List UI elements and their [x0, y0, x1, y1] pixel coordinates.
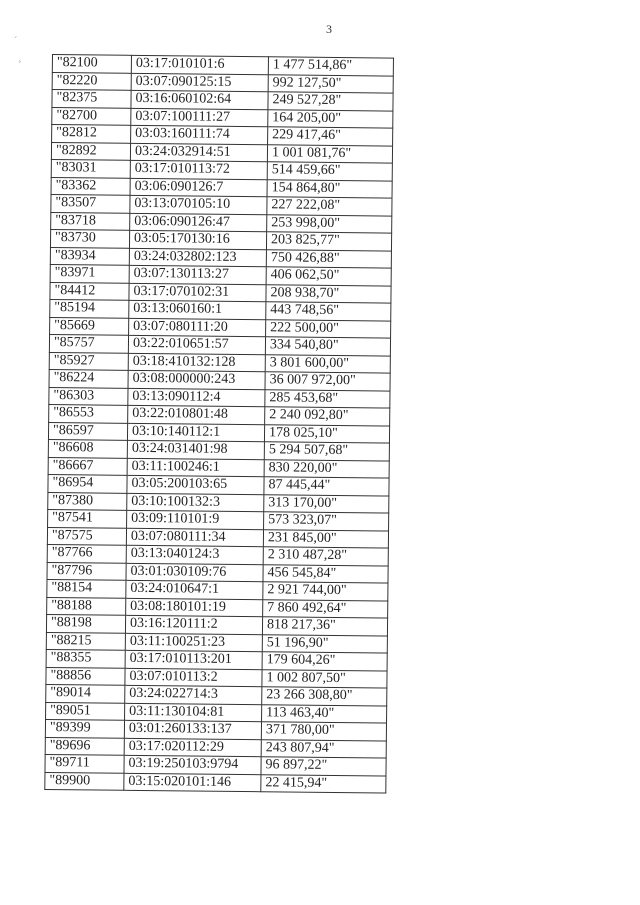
- cadastral-number-cell: 03:11:130104:81: [125, 703, 262, 722]
- record-number-cell: "88154: [47, 579, 126, 597]
- record-number-cell: "89696: [45, 737, 124, 755]
- cadastral-number-cell: 03:11:100246:1: [127, 458, 264, 477]
- value-cell: 178 025,10": [264, 424, 389, 443]
- cadastral-number-cell: 03:06:090126:47: [130, 213, 267, 232]
- record-number-cell: "83934: [50, 247, 129, 265]
- table-row: [45, 772, 386, 793]
- value-cell: 243 807,94": [261, 739, 386, 758]
- record-number-cell: "86667: [48, 457, 127, 475]
- cadastral-number-cell: 03:07:010113:2: [125, 668, 262, 687]
- value-cell: 830 220,00": [264, 459, 389, 478]
- cadastral-number-cell: 03:15:020101:146: [124, 773, 261, 792]
- cadastral-number-cell: 03:07:080111:34: [126, 528, 263, 547]
- value-cell: 51 196,90": [262, 634, 387, 653]
- value-cell: 253 998,00": [267, 214, 392, 233]
- record-number-cell: "88215: [46, 632, 125, 650]
- record-number-cell: "85757: [49, 334, 128, 352]
- record-number-cell: "87541: [48, 509, 127, 527]
- record-number-cell: "83730: [50, 229, 129, 247]
- value-cell: 514 459,66": [267, 162, 392, 181]
- record-number-cell: "82375: [52, 90, 131, 108]
- cadastral-number-cell: 03:01:260133:137: [124, 720, 261, 739]
- record-number-cell: "89711: [45, 754, 124, 772]
- cadastral-number-cell: 03:22:010651:57: [128, 335, 265, 354]
- value-cell: 249 527,28": [268, 92, 393, 111]
- cadastral-number-cell: 03:08:000000:243: [128, 370, 265, 389]
- cadastral-number-cell: 03:24:032802:123: [129, 248, 266, 267]
- cadastral-number-cell: 03:06:090126:7: [130, 178, 267, 197]
- value-cell: 23 266 308,80": [262, 687, 387, 706]
- record-number-cell: "83507: [51, 194, 130, 212]
- record-number-cell: "87380: [48, 492, 127, 510]
- cadastral-number-cell: 03:17:070102:31: [129, 283, 266, 302]
- page-number: 3: [326, 22, 332, 36]
- value-cell: 443 748,56": [266, 302, 391, 321]
- cadastral-number-cell: 03:01:030109:76: [126, 563, 263, 582]
- record-number-cell: "85669: [50, 317, 129, 335]
- record-number-cell: "86597: [48, 422, 127, 440]
- record-number-cell: "88856: [46, 667, 125, 685]
- value-cell: 203 825,77": [266, 232, 391, 251]
- value-cell: 2 921 744,00": [263, 582, 388, 601]
- record-number-cell: "88198: [46, 614, 125, 632]
- record-number-cell: "83362: [51, 177, 130, 195]
- cadastral-number-cell: 03:17:020112:29: [124, 738, 261, 757]
- cadastral-number-cell: 03:10:100132:3: [127, 493, 264, 512]
- value-cell: 456 545,84": [263, 564, 388, 583]
- cadastral-number-cell: 03:17:010101:6: [131, 55, 268, 74]
- cadastral-number-cell: 03:24:022714:3: [125, 685, 262, 704]
- record-number-cell: "82892: [51, 142, 130, 160]
- cadastral-number-cell: 03:11:100251:23: [125, 633, 262, 652]
- record-number-cell: "87766: [47, 544, 126, 562]
- value-cell: 5 294 507,68": [264, 442, 389, 461]
- record-number-cell: "85194: [50, 299, 129, 317]
- cadastral-number-cell: 03:05:200103:65: [127, 475, 264, 494]
- cadastral-number-cell: 03:09:110101:9: [127, 510, 264, 529]
- value-cell: 154 864,80": [267, 179, 392, 198]
- value-cell: 750 426,88": [266, 249, 391, 268]
- cadastral-number-cell: 03:19:250103:9794: [124, 755, 261, 774]
- cadastral-number-cell: 03:13:070105:10: [130, 195, 267, 214]
- cadastral-number-cell: 03:13:090112:4: [128, 388, 265, 407]
- cadastral-number-cell: 03:05:170130:16: [129, 230, 266, 249]
- cadastral-number-cell: 03:24:010647:1: [126, 580, 263, 599]
- value-cell: 96 897,22": [261, 757, 386, 776]
- cadastral-number-cell: 03:07:090125:15: [131, 73, 268, 92]
- value-cell: 285 453,68": [265, 389, 390, 408]
- cadastral-number-cell: 03:17:010113:201: [125, 650, 262, 669]
- value-cell: 313 170,00": [264, 494, 389, 513]
- cadastral-number-cell: 03:07:080111:20: [129, 318, 266, 337]
- record-number-cell: "85927: [49, 352, 128, 370]
- cadastral-number-cell: 03:13:060160:1: [129, 300, 266, 319]
- cadastral-number-cell: 03:07:100111:27: [131, 108, 268, 127]
- record-number-cell: "88355: [46, 649, 125, 667]
- scan-mark: ´: [14, 36, 18, 47]
- record-number-cell: "89900: [45, 772, 124, 790]
- value-cell: 22 415,94": [261, 774, 386, 793]
- value-cell: 992 127,50": [268, 74, 393, 93]
- record-number-cell: "82100: [52, 55, 131, 73]
- value-cell: 573 323,07": [264, 512, 389, 531]
- value-cell: 371 780,00": [261, 722, 386, 741]
- record-number-cell: "88188: [47, 597, 126, 615]
- cadastral-number-cell: 03:16:060102:64: [131, 90, 268, 109]
- cadastral-number-cell: 03:17:010113:72: [130, 160, 267, 179]
- cadastral-number-cell: 03:16:120111:2: [125, 615, 262, 634]
- value-cell: 164 205,00": [268, 109, 393, 128]
- value-cell: 87 445,44": [264, 477, 389, 496]
- value-cell: 334 540,80": [265, 337, 390, 356]
- value-cell: 222 500,00": [266, 319, 391, 338]
- value-cell: 113 463,40": [262, 704, 387, 723]
- record-number-cell: "87796: [47, 562, 126, 580]
- registry-table: [44, 54, 394, 794]
- record-number-cell: "82220: [52, 72, 131, 90]
- value-cell: 208 938,70": [266, 284, 391, 303]
- cadastral-number-cell: 03:03:160111:74: [131, 125, 268, 144]
- record-number-cell: "86553: [49, 404, 128, 422]
- record-number-cell: "89051: [46, 702, 125, 720]
- cadastral-number-cell: 03:18:410132:128: [128, 353, 265, 372]
- value-cell: 231 845,00": [263, 529, 388, 548]
- value-cell: 1 001 081,76": [267, 144, 392, 163]
- record-number-cell: "83718: [51, 212, 130, 230]
- record-number-cell: "84412: [50, 282, 129, 300]
- value-cell: 229 417,46": [268, 127, 393, 146]
- record-number-cell: "83031: [51, 159, 130, 177]
- cadastral-number-cell: 03:24:032914:51: [130, 143, 267, 162]
- record-number-cell: "86303: [49, 387, 128, 405]
- cadastral-number-cell: 03:07:130113:27: [129, 265, 266, 284]
- cadastral-number-cell: 03:13:040124:3: [126, 545, 263, 564]
- value-cell: 1 477 514,86": [268, 57, 393, 76]
- value-cell: 2 240 092,80": [265, 407, 390, 426]
- cadastral-number-cell: 03:24:031401:98: [127, 440, 264, 459]
- value-cell: 7 860 492,64": [263, 599, 388, 618]
- cadastral-number-cell: 03:08:180101:19: [126, 598, 263, 617]
- value-cell: 36 007 972,00": [265, 372, 390, 391]
- record-number-cell: "82812: [52, 125, 131, 143]
- value-cell: 406 062,50": [266, 267, 391, 286]
- scan-mark: ¸: [18, 52, 22, 63]
- value-cell: 3 801 600,00": [265, 354, 390, 373]
- record-number-cell: "86954: [48, 474, 127, 492]
- value-cell: 818 217,36": [262, 617, 387, 636]
- record-number-cell: "86608: [48, 439, 127, 457]
- record-number-cell: "82700: [52, 107, 131, 125]
- cadastral-number-cell: 03:10:140112:1: [127, 423, 264, 442]
- cadastral-number-cell: 03:22:010801:48: [128, 405, 265, 424]
- record-number-cell: "89014: [46, 684, 125, 702]
- record-number-cell: "83971: [50, 264, 129, 282]
- record-number-cell: "86224: [49, 369, 128, 387]
- value-cell: 2 310 487,28": [263, 547, 388, 566]
- value-cell: 179 604,26": [262, 652, 387, 671]
- value-cell: 1 002 807,50": [262, 669, 387, 688]
- value-cell: 227 222,08": [267, 197, 392, 216]
- record-number-cell: "87575: [47, 527, 126, 545]
- record-number-cell: "89399: [45, 719, 124, 737]
